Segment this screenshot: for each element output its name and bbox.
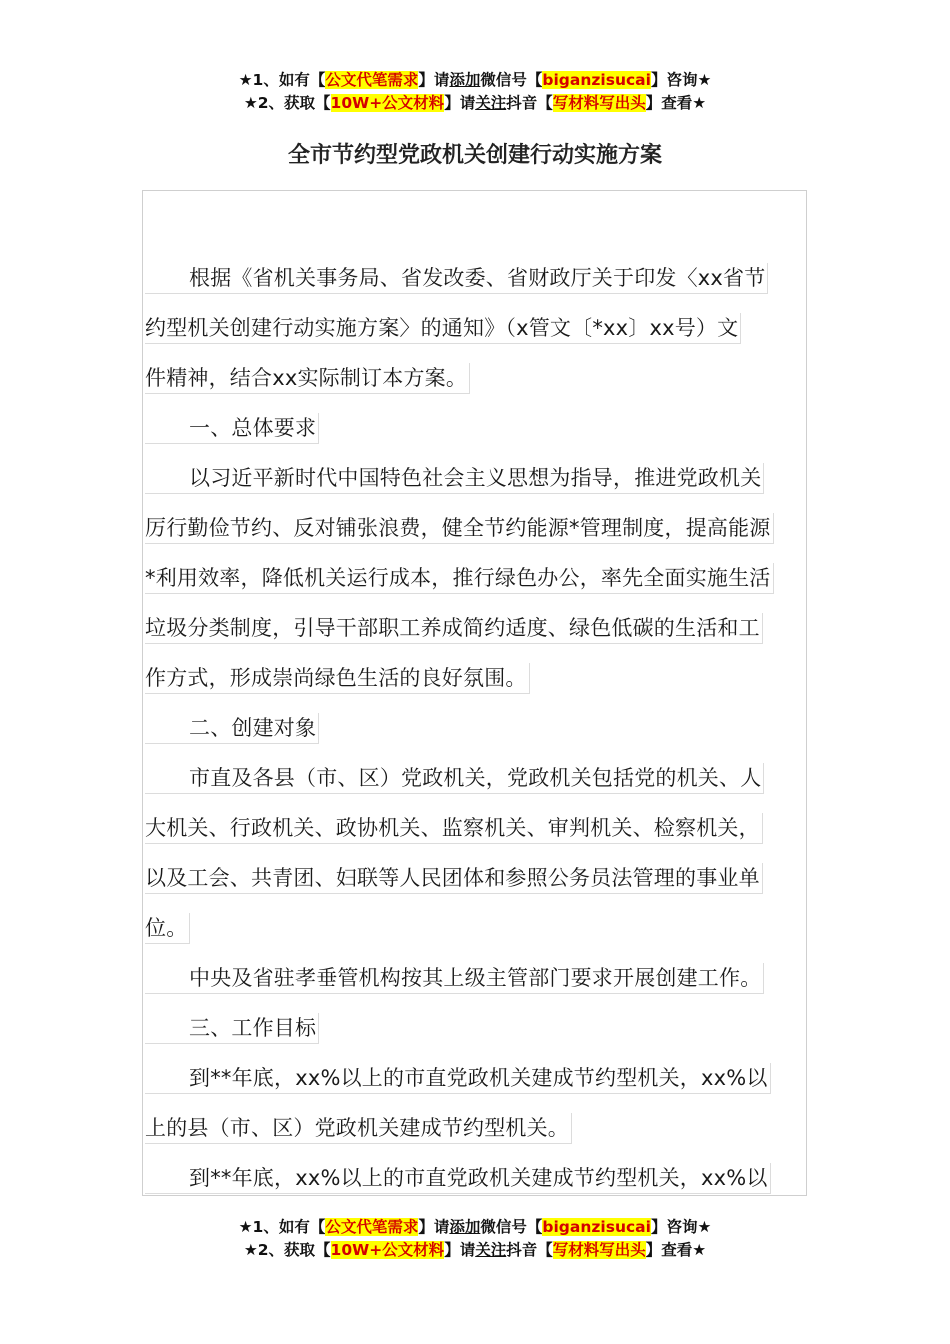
promo-text: 】查看★ (645, 1241, 707, 1259)
promo-line-2 (0, 92, 950, 115)
promo-underline: 添加 (449, 1218, 481, 1236)
text-line (143, 901, 807, 951)
promo-banner-top (0, 69, 950, 115)
promo-text: 抖音【 (506, 1241, 553, 1259)
line-text: 件精神，结合xx实际制订本方案。 (145, 363, 470, 394)
promo-text: 】查看★ (645, 94, 707, 112)
section-heading (143, 1001, 807, 1051)
line-text: 位。 (145, 913, 190, 944)
document-body (143, 251, 807, 1196)
text-line (143, 651, 807, 701)
heading-text: 三、工作目标 (145, 1013, 319, 1044)
line-text: *利用效率，降低机关运行成本，推行绿色办公，率先全面实施生活 (145, 563, 774, 594)
line-text: 以及工会、共青团、妇联等人民团体和参照公务员法管理的事业单 (145, 863, 763, 894)
document-frame (142, 190, 807, 1196)
line-text: 大机关、行政机关、政协机关、监察机关、审判机关、检察机关， (145, 813, 763, 844)
promo-line-1 (0, 1216, 950, 1239)
promo-line-2 (0, 1239, 950, 1262)
promo-highlight: 写材料写出头 (552, 1241, 646, 1259)
line-text: 根据《省机关事务局、省发改委、省财政厅关于印发〈xx省节 (145, 263, 768, 294)
line-text: 作方式，形成崇尚绿色生活的良好氛围。 (145, 663, 530, 694)
text-line (143, 451, 807, 501)
heading-text: 一、总体要求 (145, 413, 319, 444)
text-line (143, 501, 807, 551)
line-text: 上的县（市、区）党政机关建成节约型机关。 (145, 1113, 572, 1144)
promo-text: 】请 (418, 71, 450, 89)
promo-underline: 添加 (449, 71, 481, 89)
promo-text: 微信号【 (480, 71, 543, 89)
line-text: 垃圾分类制度，引导干部职工养成简约适度、绿色低碳的生活和工 (145, 613, 763, 644)
promo-highlight: biganzisucai (542, 71, 651, 89)
text-line (143, 951, 807, 1001)
line-text: 市直及各县（市、区）党政机关，党政机关包括党的机关、人 (145, 763, 764, 794)
text-line (143, 751, 807, 801)
promo-banner-bottom (0, 1216, 950, 1262)
text-line (143, 851, 807, 901)
promo-text: 】请 (418, 1218, 450, 1236)
text-line (143, 251, 807, 301)
page-title: 全市节约型党政机关创建行动实施方案 (287, 143, 662, 168)
promo-text: 】咨询★ (650, 71, 712, 89)
text-line (143, 301, 807, 351)
promo-highlight: biganzisucai (542, 1218, 651, 1236)
text-line (143, 1051, 807, 1101)
promo-underline: 关注 (475, 1241, 507, 1259)
promo-text: ★2、获取【 (243, 94, 331, 112)
promo-highlight: 公文代笔需求 (325, 71, 419, 89)
promo-text: 微信号【 (480, 1218, 543, 1236)
promo-text: 】请 (444, 94, 476, 112)
text-line (143, 601, 807, 651)
promo-text: 】咨询★ (650, 1218, 712, 1236)
promo-text: 】请 (444, 1241, 476, 1259)
text-line (143, 551, 807, 601)
promo-text: 抖音【 (506, 94, 553, 112)
line-text: 约型机关创建行动实施方案〉的通知》（x管文〔*xx〕xx号）文 (145, 313, 741, 344)
text-line (143, 1151, 807, 1196)
promo-highlight: 公文代笔需求 (325, 1218, 419, 1236)
section-heading (143, 401, 807, 451)
text-line (143, 1101, 807, 1151)
line-text: 厉行勤俭节约、反对铺张浪费，健全节约能源*管理制度，提高能源 (145, 513, 774, 544)
line-text: 中央及省驻孝垂管机构按其上级主管部门要求开展创建工作。 (145, 963, 764, 994)
line-text: 到**年底，xx%以上的市直党政机关建成节约型机关，xx%以 (145, 1163, 771, 1194)
promo-line-1 (0, 69, 950, 92)
promo-text: ★1、如有【 (238, 71, 326, 89)
promo-text: ★2、获取【 (243, 1241, 331, 1259)
promo-highlight: 写材料写出头 (552, 94, 646, 112)
line-text: 以习近平新时代中国特色社会主义思想为指导，推进党政机关 (145, 463, 764, 494)
text-line (143, 801, 807, 851)
section-heading (143, 701, 807, 751)
promo-text: ★1、如有【 (238, 1218, 326, 1236)
promo-underline: 关注 (475, 94, 507, 112)
line-text: 到**年底，xx%以上的市直党政机关建成节约型机关，xx%以 (145, 1063, 771, 1094)
text-line (143, 351, 807, 401)
promo-highlight: 10W+公文材料 (330, 94, 445, 112)
promo-highlight: 10W+公文材料 (330, 1241, 445, 1259)
heading-text: 二、创建对象 (145, 713, 319, 744)
